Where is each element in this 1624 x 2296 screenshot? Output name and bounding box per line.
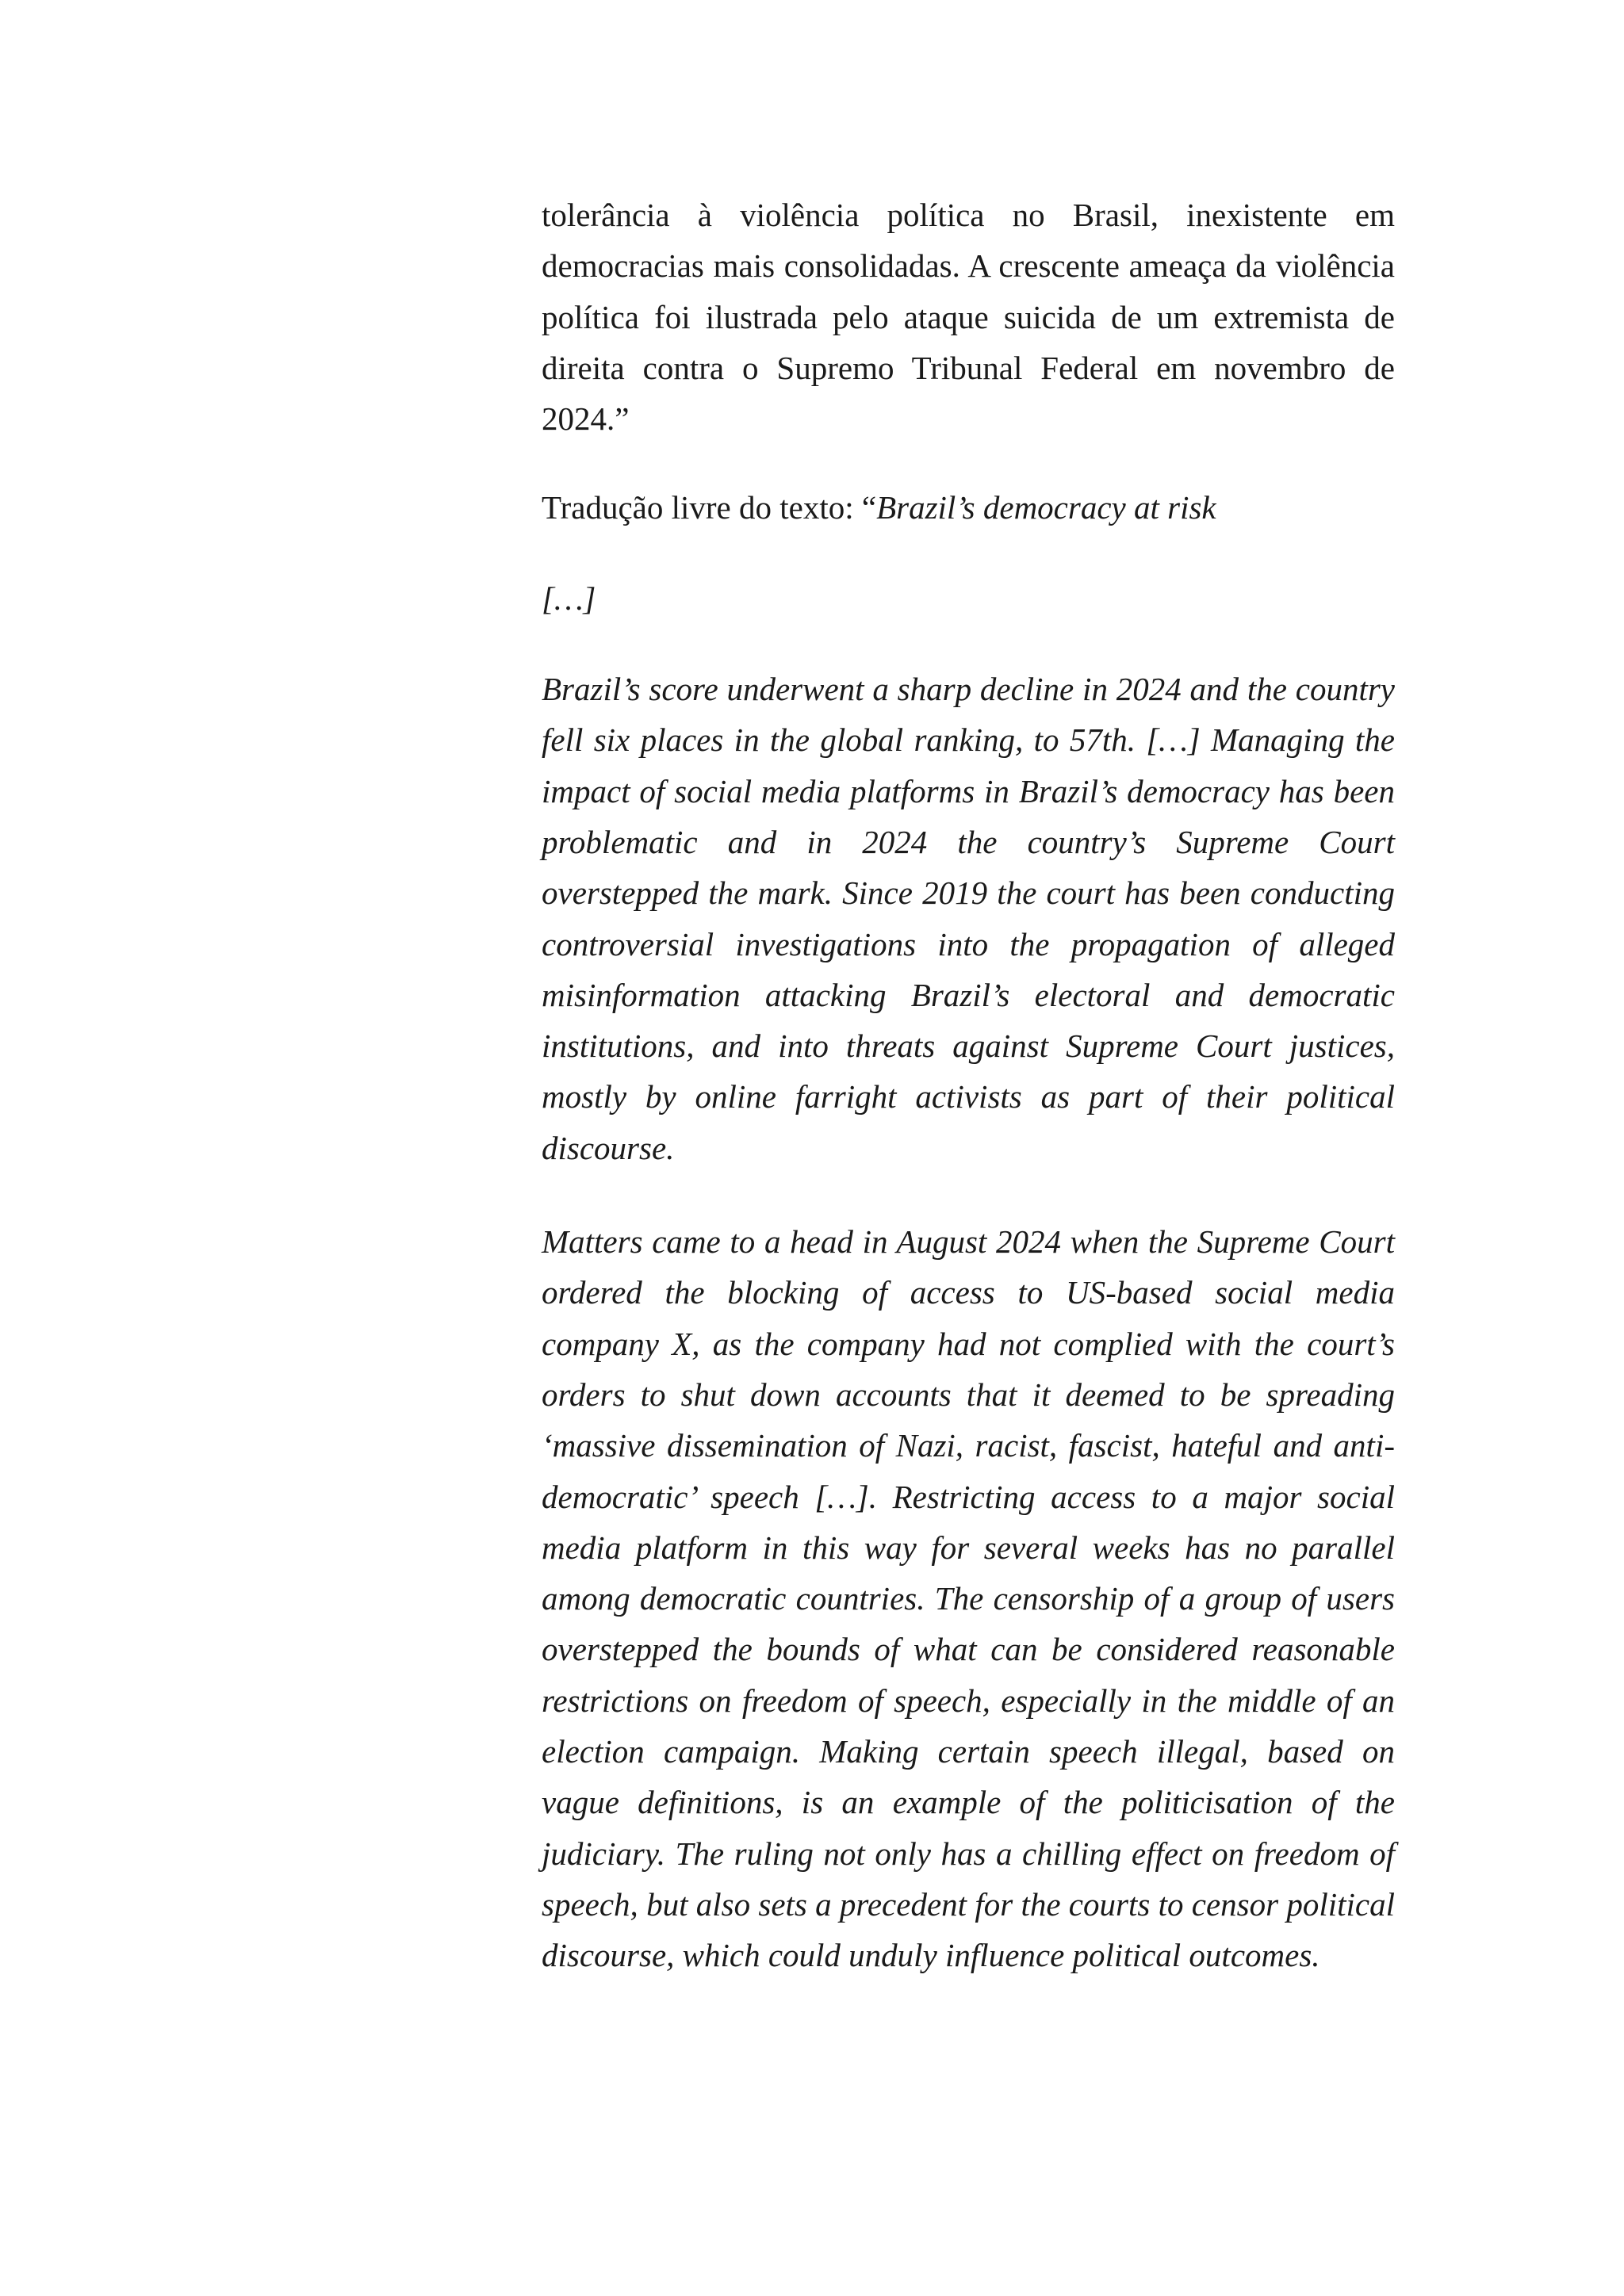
quoted-paragraph-2: Matters came to a head in August 2024 when the Supreme Court ordered the blocking of access to US-based social media company X, as the company had not complied with the court’s orders to shut down accounts that it deemed to be spreading ‘massive dissemination of Nazi, racist, fascist, hateful and anti-democratic’ speech […]. Restricting access to a major social media platform in this way for several weeks has no parallel among democratic countries. The censorship of a group of users overstepped the bounds of what can be considered reasonable restrictions on freedom of speech, especially in the middle of an election campaign. Making certain speech illegal, based on vague definitions, is an example of the politicisation of the judiciary. The ruling not only has a chilling effect on freedom of speech, but also sets a precedent for the courts to censor political discourse, which could unduly influence political outcomes. (542, 1223, 1395, 1974)
quoted-paragraph-1: Brazil’s score underwent a sharp decline in 2024 and the country fell six places in the global ranking, to 57th. […] Managing the impact of social media platforms in Brazil’s democracy has been problematic and in 2024 the country’s Supreme Court overstepped the mark. Since 2019 the court has been conducting controversial investigations into the propagation of alleged misinformation attacking Brazil’s electoral and democratic institutions, and into threats against Supreme Court justices, mostly by online farright activists as part of their political discourse. (542, 671, 1395, 1166)
ellipsis-marker: […] (542, 580, 596, 617)
translation-heading (542, 482, 1395, 533)
translation-title: Brazil’s democracy at risk (876, 489, 1216, 526)
body-paragraph-portuguese: tolerância à violência política no Brasil, inexistente em democracias mais consolidadas. A crescente ameaça da violência política foi ilustrada pelo ataque suicida de um extremista de direita contra o Supremo Tribunal Federal em novembro de 2024.” (542, 197, 1395, 438)
translation-intro-text: Tradução livre do texto: “ (542, 489, 877, 526)
text-column (542, 189, 1395, 1981)
